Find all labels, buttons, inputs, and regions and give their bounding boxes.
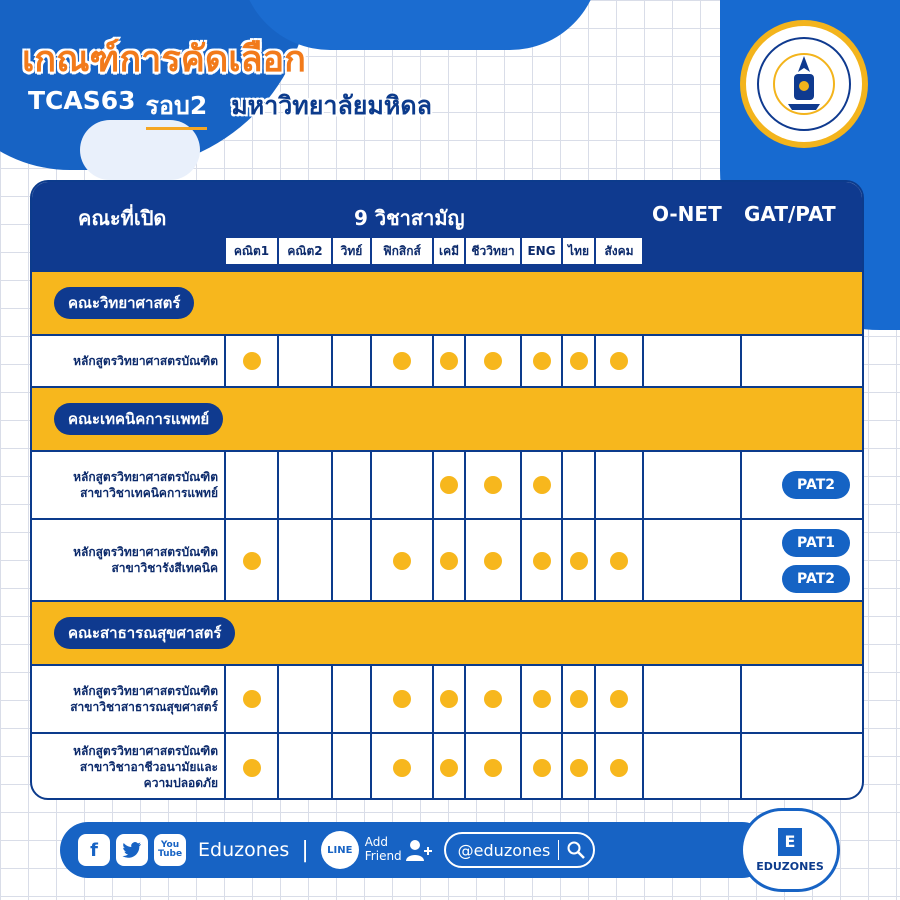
column-divider — [331, 520, 333, 600]
required-subject-dot — [243, 759, 261, 777]
program-name-line: ความปลอดภัย — [143, 776, 218, 791]
required-subject-dot — [440, 476, 458, 494]
column-divider — [740, 520, 742, 600]
column-divider — [561, 452, 563, 518]
column-divider — [370, 520, 372, 600]
column-divider — [277, 336, 279, 386]
required-subject-dot — [570, 552, 588, 570]
program-name — [32, 734, 224, 800]
required-subject-dot — [243, 352, 261, 370]
column-divider — [561, 666, 563, 732]
column-divider — [277, 666, 279, 732]
subject-header: ฟิกสิกส์ — [372, 238, 432, 264]
required-subject-dot — [393, 352, 411, 370]
program-name — [32, 520, 224, 600]
column-divider — [642, 520, 644, 600]
subject-header: คณิต2 — [279, 238, 331, 264]
program-row — [32, 732, 864, 800]
page-subtitle — [28, 86, 432, 130]
column-divider — [331, 666, 333, 732]
subject-header: ชีววิทยา — [466, 238, 520, 264]
required-subject-dot — [533, 690, 551, 708]
column-divider — [520, 520, 522, 600]
subject-header: ENG — [522, 238, 561, 264]
program-name-line: หลักสูตรวิทยาศาสตรบัณฑิต — [73, 544, 218, 559]
program-name-line: หลักสูตรวิทยาศาสตรบัณฑิต — [73, 353, 218, 368]
line-icon[interactable]: LINE — [321, 831, 359, 869]
subject-header: คณิต1 — [226, 238, 277, 264]
column-divider — [561, 734, 563, 800]
required-subject-dot — [484, 690, 502, 708]
column-divider — [464, 336, 466, 386]
required-subject-dot — [484, 352, 502, 370]
column-divider — [370, 666, 372, 732]
column-divider — [224, 666, 226, 732]
subject-header: วิทย์ — [333, 238, 370, 264]
required-subject-dot — [610, 759, 628, 777]
column-divider — [594, 734, 596, 800]
required-subject-dot — [533, 552, 551, 570]
required-subject-dot — [440, 552, 458, 570]
required-subject-dot — [570, 759, 588, 777]
required-subject-dot — [440, 352, 458, 370]
program-name-line: หลักสูตรวิทยาศาสตรบัณฑิต — [73, 469, 218, 484]
program-name — [32, 666, 224, 732]
program-row — [32, 336, 864, 386]
column-divider — [520, 452, 522, 518]
program-name-line: สาขาวิชารังสีเทคนิค — [111, 561, 218, 575]
column-divider — [224, 520, 226, 600]
required-subject-dot — [393, 690, 411, 708]
subject-header: เคมี — [434, 238, 464, 264]
eduzones-logo: E EDUZONES — [740, 808, 840, 892]
column-divider — [594, 336, 596, 386]
required-subject-dot — [440, 690, 458, 708]
column-divider — [464, 520, 466, 600]
faculty-row — [32, 270, 864, 336]
column-divider — [277, 520, 279, 600]
round-label: รอบ2 — [146, 86, 208, 130]
column-divider — [432, 734, 434, 800]
column-divider — [370, 336, 372, 386]
faculty-row — [32, 600, 864, 666]
program-row — [32, 452, 864, 518]
required-subject-dot — [440, 759, 458, 777]
column-divider — [432, 520, 434, 600]
column-divider — [520, 666, 522, 732]
required-subject-dot — [484, 759, 502, 777]
column-divider — [277, 452, 279, 518]
column-divider — [561, 336, 563, 386]
required-subject-dot — [533, 352, 551, 370]
program-row — [32, 518, 864, 600]
column-divider — [331, 336, 333, 386]
column-divider — [740, 734, 742, 800]
criteria-table — [30, 180, 864, 800]
faculty-name-pill: คณะวิทยาศาสตร์ — [54, 287, 194, 319]
onet-header: O-NET — [652, 202, 722, 226]
column-divider — [277, 734, 279, 800]
column-divider — [520, 336, 522, 386]
column-divider — [370, 452, 372, 518]
required-subject-dot — [533, 476, 551, 494]
program-name-line: สาขาวิชาสาธารณสุขศาสตร์ — [70, 700, 218, 714]
column-divider — [224, 452, 226, 518]
nine-subjects-header: 9 วิชาสามัญ — [354, 206, 465, 230]
subject-header: ไทย — [563, 238, 594, 264]
program-name — [32, 336, 224, 386]
column-divider — [642, 452, 644, 518]
page-title: เกณฑ์การคัดเลือก — [22, 39, 306, 80]
column-divider — [642, 734, 644, 800]
column-divider — [594, 452, 596, 518]
required-subject-dot — [243, 552, 261, 570]
required-subject-dot — [393, 759, 411, 777]
faculty-open-header: คณะที่เปิด — [78, 206, 167, 230]
column-divider — [561, 520, 563, 600]
program-name-line: หลักสูตรวิทยาศาสตรบัณฑิต — [73, 743, 218, 758]
column-divider — [331, 452, 333, 518]
program-name-line: สาขาวิชาเทคนิคการแพทย์ — [80, 486, 218, 500]
table-header — [32, 182, 864, 272]
youtube-icon[interactable]: You Tube — [154, 834, 186, 866]
footer-bar — [60, 822, 770, 878]
gatpat-header: GAT/PAT — [744, 202, 836, 226]
handle-text: @eduzones — [457, 840, 551, 860]
column-divider — [464, 452, 466, 518]
program-name-line: สาขาวิชาอาชีวอนามัยและ — [79, 759, 218, 774]
column-divider — [740, 452, 742, 518]
pat-pill: PAT1 — [782, 529, 850, 557]
required-subject-dot — [484, 476, 502, 494]
column-divider — [594, 520, 596, 600]
footer-separator: | — [301, 837, 309, 863]
column-divider — [740, 666, 742, 732]
search-handle-box[interactable] — [444, 832, 596, 868]
column-divider — [331, 734, 333, 800]
required-subject-dot — [243, 690, 261, 708]
add-friend-label[interactable]: Add Friend — [364, 835, 402, 863]
faculty-row — [32, 386, 864, 452]
required-subject-dot — [610, 690, 628, 708]
facebook-icon[interactable]: f — [78, 834, 110, 866]
university-name: มหาวิทยาลัยมหิดล — [231, 91, 432, 120]
column-divider — [432, 666, 434, 732]
required-subject-dot — [570, 352, 588, 370]
twitter-icon[interactable] — [116, 834, 148, 866]
search-icon[interactable] — [567, 841, 585, 859]
column-divider — [642, 666, 644, 732]
column-divider — [642, 336, 644, 386]
column-divider — [224, 734, 226, 800]
column-divider — [432, 452, 434, 518]
program-name — [32, 452, 224, 518]
column-divider — [464, 734, 466, 800]
program-name-line: หลักสูตรวิทยาศาสตรบัณฑิต — [73, 683, 218, 698]
tcas-label: TCAS63 — [28, 86, 136, 115]
required-subject-dot — [533, 759, 551, 777]
column-divider — [464, 666, 466, 732]
pat-pill: PAT2 — [782, 471, 850, 499]
pat-pill: PAT2 — [782, 565, 850, 593]
university-seal-logo — [740, 20, 868, 148]
subject-header: สังคม — [596, 238, 642, 264]
crown-emblem-icon — [754, 34, 854, 134]
required-subject-dot — [610, 352, 628, 370]
add-friend-icon[interactable] — [406, 839, 432, 861]
required-subject-dot — [570, 690, 588, 708]
column-divider — [432, 336, 434, 386]
faculty-name-pill: คณะเทคนิคการแพทย์ — [54, 403, 223, 435]
column-divider — [740, 336, 742, 386]
column-divider — [224, 336, 226, 386]
faculty-name-pill: คณะสาธารณสุขศาสตร์ — [54, 617, 235, 649]
program-row — [32, 666, 864, 732]
brand-name: Eduzones — [198, 839, 290, 861]
required-subject-dot — [484, 552, 502, 570]
required-subject-dot — [610, 552, 628, 570]
column-divider — [370, 734, 372, 800]
column-divider — [594, 666, 596, 732]
column-divider — [520, 734, 522, 800]
required-subject-dot — [393, 552, 411, 570]
